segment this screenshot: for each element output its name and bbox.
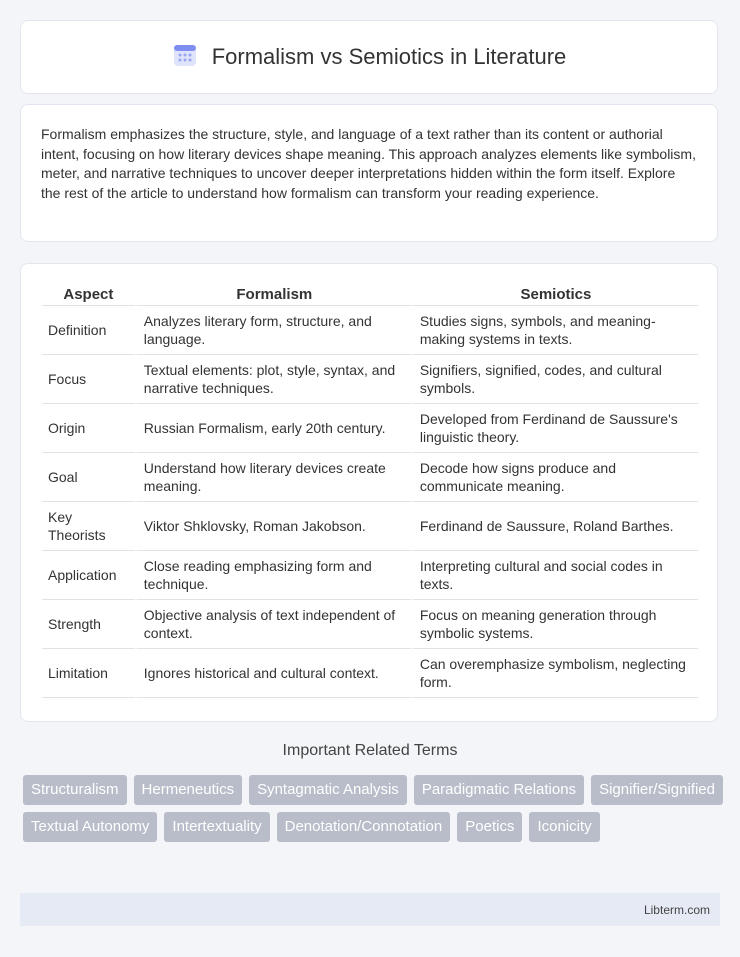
header-formalism: Formalism: [135, 282, 411, 306]
header-semiotics: Semiotics: [411, 282, 698, 306]
cell-semiotics: Interpreting cultural and social codes in texts.: [411, 551, 698, 600]
cell-aspect: Origin: [42, 404, 135, 453]
related-term-tag[interactable]: Syntagmatic Analysis: [249, 775, 407, 805]
related-term-tag[interactable]: Denotation/Connotation: [277, 812, 451, 842]
header-card: [20, 20, 718, 94]
intro-text: Formalism emphasizes the structure, style, and language of a text rather than its content or authorial intent, focusing on how literary devices shape meaning. This approach analyzes elements like symbolism, meter, and narrative techniques to uncover deeper interpretations hidden within the form itself. Explore the rest of the article to understand how formalism can transform your reading experience.: [41, 126, 696, 201]
related-term-tag[interactable]: Poetics: [457, 812, 522, 842]
cell-formalism: Ignores historical and cultural context.: [135, 649, 411, 698]
header-aspect: Aspect: [42, 282, 135, 306]
cell-formalism: Understand how literary devices create meaning.: [135, 453, 411, 502]
related-term-tag[interactable]: Structuralism: [23, 775, 127, 805]
cell-aspect: Focus: [42, 355, 135, 404]
related-term-tag[interactable]: Paradigmatic Relations: [414, 775, 584, 805]
cell-formalism: Textual elements: plot, style, syntax, and narrative techniques.: [135, 355, 411, 404]
related-term-tag[interactable]: Hermeneutics: [134, 775, 243, 805]
table-row: [42, 600, 698, 649]
cell-aspect: Definition: [42, 306, 135, 355]
cell-aspect: Application: [42, 551, 135, 600]
related-term-tag[interactable]: Iconicity: [529, 812, 599, 842]
calendar-icon: [172, 42, 198, 73]
cell-aspect: Goal: [42, 453, 135, 502]
cell-formalism: Objective analysis of text independent of context.: [135, 600, 411, 649]
footer: [20, 893, 720, 926]
table-row: [42, 404, 698, 453]
table-row: [42, 649, 698, 698]
table-row: [42, 355, 698, 404]
cell-semiotics: Studies signs, symbols, and meaning-making systems in texts.: [411, 306, 698, 355]
table-header-row: [42, 282, 698, 306]
table-row: [42, 502, 698, 551]
cell-aspect: Limitation: [42, 649, 135, 698]
footer-site[interactable]: Libterm.com: [643, 902, 710, 917]
cell-semiotics: Ferdinand de Saussure, Roland Barthes.: [411, 502, 698, 551]
table-row: [42, 453, 698, 502]
table-row: [42, 551, 698, 600]
cell-aspect: Key Theorists: [42, 502, 135, 551]
related-term-tag[interactable]: Textual Autonomy: [23, 812, 157, 842]
cell-semiotics: Focus on meaning generation through symbolic systems.: [411, 600, 698, 649]
cell-semiotics: Can overemphasize symbolism, neglecting form.: [411, 649, 698, 698]
cell-formalism: Viktor Shklovsky, Roman Jakobson.: [135, 502, 411, 551]
cell-semiotics: Developed from Ferdinand de Saussure's linguistic theory.: [411, 404, 698, 453]
cell-formalism: Close reading emphasizing form and technique.: [135, 551, 411, 600]
related-term-tag[interactable]: Intertextuality: [164, 812, 269, 842]
related-terms-list: [23, 775, 723, 842]
comparison-table: [42, 282, 698, 698]
cell-formalism: Analyzes literary form, structure, and language.: [135, 306, 411, 355]
cell-semiotics: Signifiers, signified, codes, and cultural symbols.: [411, 355, 698, 404]
cell-aspect: Strength: [42, 600, 135, 649]
table-row: [42, 306, 698, 355]
intro-card: [20, 104, 718, 242]
cell-semiotics: Decode how signs produce and communicate meaning.: [411, 453, 698, 502]
cell-formalism: Russian Formalism, early 20th century.: [135, 404, 411, 453]
related-terms-title: Important Related Terms: [282, 742, 458, 759]
page-title: Formalism vs Semiotics in Literature: [211, 44, 567, 69]
comparison-table-card: [20, 263, 718, 722]
related-term-tag[interactable]: Signifier/Signified: [591, 775, 723, 805]
